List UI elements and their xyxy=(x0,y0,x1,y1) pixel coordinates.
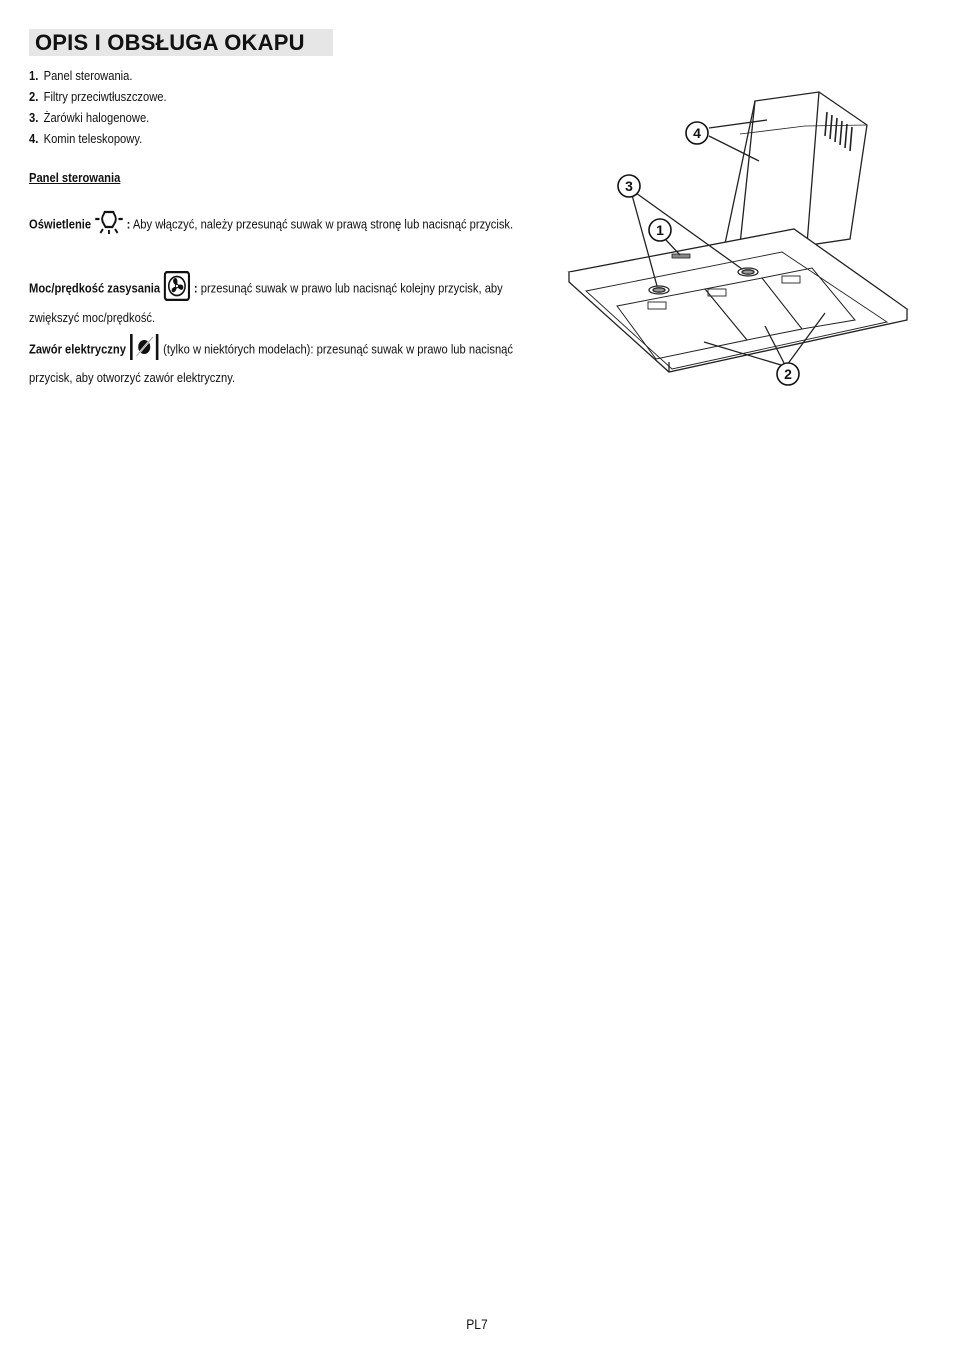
valve-text: (tylko w niektórych modelach): przesunąć suwak w prawo lub nacisnąć przycisk, aby otworzyć zawór elektryczny. xyxy=(29,341,513,385)
parts-list xyxy=(29,67,189,151)
valve-paragraph xyxy=(29,333,555,388)
callout-4: 4 xyxy=(693,125,701,141)
valve-icon xyxy=(129,333,160,367)
section-heading: Panel sterowania xyxy=(29,170,121,185)
lighting-label: Oświetlenie xyxy=(29,216,92,232)
list-item: 2. Filtry przeciwtłuszczowe. xyxy=(29,89,167,104)
fan-icon xyxy=(163,271,191,307)
callout-2: 2 xyxy=(784,366,792,382)
list-item: 1. Panel sterowania. xyxy=(29,68,133,83)
list-item: 3. Żarówki halogenowe. xyxy=(29,110,150,125)
callout-1: 1 xyxy=(656,222,664,238)
speed-label: Moc/prędkość zasysania xyxy=(29,280,161,296)
light-bulb-icon xyxy=(94,209,123,241)
speed-text: przesunąć suwak w prawo lub nacisnąć kolejny przycisk, aby zwiększyć moc/prędkość. xyxy=(29,280,503,325)
range-hood-illustration xyxy=(562,84,912,389)
lighting-paragraph: Oświetlenie : Aby włączyć, należy przesunąć suwak w prawą stronę lub nacisnąć przycisk. xyxy=(29,209,555,241)
lighting-text: Aby włączyć, należy przesunąć suwak w prawą stronę lub nacisnąć przycisk. xyxy=(132,216,514,232)
speed-paragraph: Moc/prędkość zasysania : przesunąć suwak w prawo lub nacisnąć kolejny przycisk, aby zwiększyć moc/prędkość. xyxy=(29,271,555,328)
list-item: 4. Komin teleskopowy. xyxy=(29,131,143,146)
callout-3: 3 xyxy=(625,178,633,194)
page-title: OPIS I OBSŁUGA OKAPU xyxy=(29,29,333,56)
page-number: PL7 xyxy=(466,1316,488,1332)
valve-label: Zawór elektryczny xyxy=(29,341,126,357)
